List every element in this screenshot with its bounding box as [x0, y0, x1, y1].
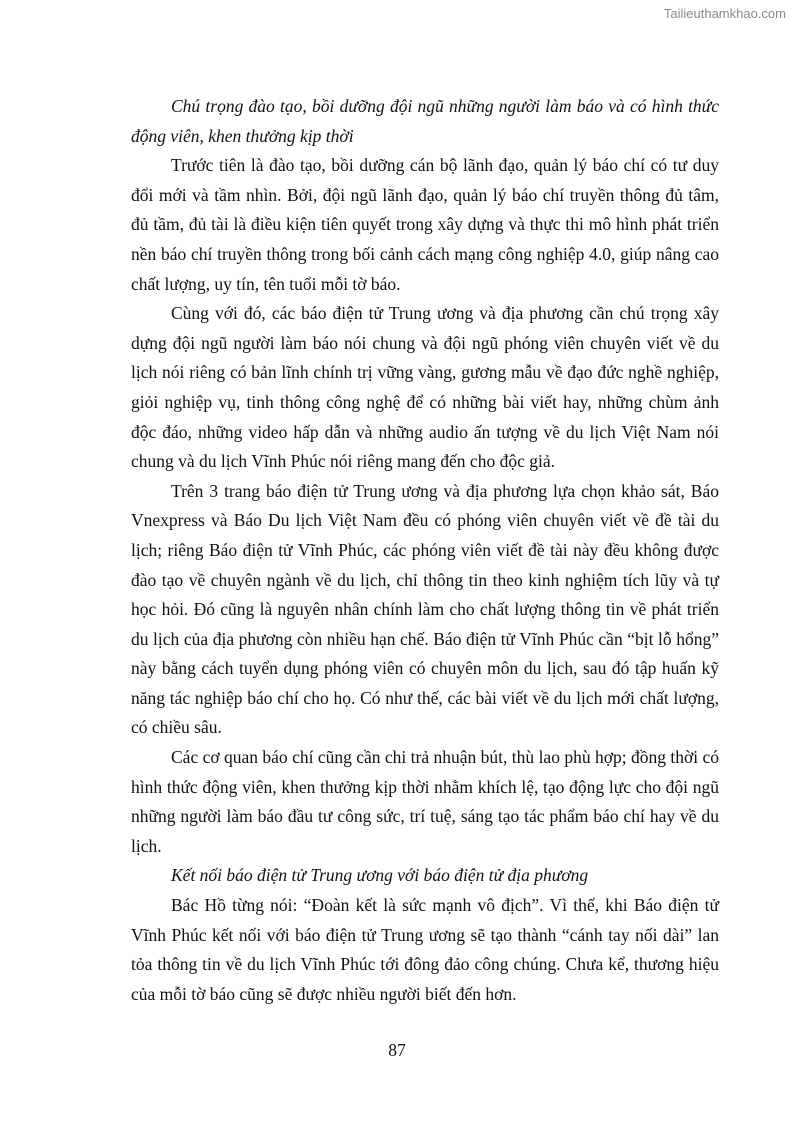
paragraph-compensation: Các cơ quan báo chí cũng cần chi trả nhuận bút, thù lao phù hợp; đồng thời có hình thức động viên, khen thưởng kịp thời nhằm khích lệ, tạo động lực cho đội ngũ những người làm báo đầu tư công sức, trí tuệ, sáng tạo tác phẩm báo chí hay về du lịch.: [131, 747, 719, 856]
paragraph-survey-findings: Trên 3 trang báo điện tử Trung ương và địa phương lựa chọn khảo sát, Báo Vnexpress và Báo Du lịch Việt Nam đều có phóng viên chuyên viết về đề tài du lịch; riêng Báo điện tử Vĩnh Phúc, các phóng viên viết đề tài này đều không được đào tạo về chuyên ngành về du lịch, chỉ thông tin theo kinh nghiệm tích lũy và tự học hỏi. Đó cũng là nguyên nhân chính làm cho chất lượng thông tin về phát triển du lịch của địa phương còn nhiều hạn chế. Báo điện tử Vĩnh Phúc cần “bịt lỗ hổng” này bằng cách tuyển dụng phóng viên có chuyên môn du lịch, sau đó tập huấn kỹ năng tác nghiệp báo chí cho họ. Có như thế, các bài viết về du lịch mới chất lượng, có chiều sâu.: [131, 480, 719, 738]
section-heading-training: Chú trọng đào tạo, bồi dưỡng đội ngũ những người làm báo và có hình thức động viên, khen thưởng kịp thời: [131, 96, 719, 146]
paragraph-leadership-training: Trước tiên là đào tạo, bồi dưỡng cán bộ lãnh đạo, quản lý báo chí có tư duy đổi mới và tầm nhìn. Bởi, đội ngũ lãnh đạo, quản lý báo chí truyền thông đủ tâm, đủ tầm, đủ tài là điều kiện tiên quyết trong xây dựng và thực thi mô hình phát triển nền báo chí truyền thông trong bối cảnh cách mạng công nghiệp 4.0, giúp nâng cao chất lượng, uy tín, tên tuổi mỗi tờ báo.: [131, 155, 719, 294]
section-heading-connection: Kết nối báo điện tử Trung ương với báo điện tử địa phương: [171, 865, 589, 886]
paragraph-unity-quote: Bác Hồ từng nói: “Đoàn kết là sức mạnh vô địch”. Vì thế, khi Báo điện tử Vĩnh Phúc kết nối với báo điện tử Trung ương sẽ tạo thành “cánh tay nối dài” lan tỏa thông tin về du lịch Vĩnh Phúc tới đông đảo công chúng. Chưa kể, thương hiệu của mỗi tờ báo cũng sẽ được nhiều người biết đến hơn.: [131, 895, 719, 1004]
document-body: [131, 92, 719, 1009]
paragraph-reporter-team: Cùng với đó, các báo điện tử Trung ương và địa phương cần chú trọng xây dựng đội ngũ người làm báo nói chung và đội ngũ phóng viên chuyên viết về du lịch nói riêng có bản lĩnh chính trị vững vàng, gương mẫu về đạo đức nghề nghiệp, giỏi nghiệp vụ, tinh thông công nghệ để có những bài viết hay, những chùm ảnh độc đáo, những video hấp dẫn và những audio ấn tượng về du lịch Việt Nam nói chung và du lịch Vĩnh Phúc nói riêng mang đến cho độc giả.: [131, 303, 719, 472]
page-number: 87: [388, 1040, 406, 1060]
watermark: Tailieuthamkhao.com: [663, 6, 786, 21]
